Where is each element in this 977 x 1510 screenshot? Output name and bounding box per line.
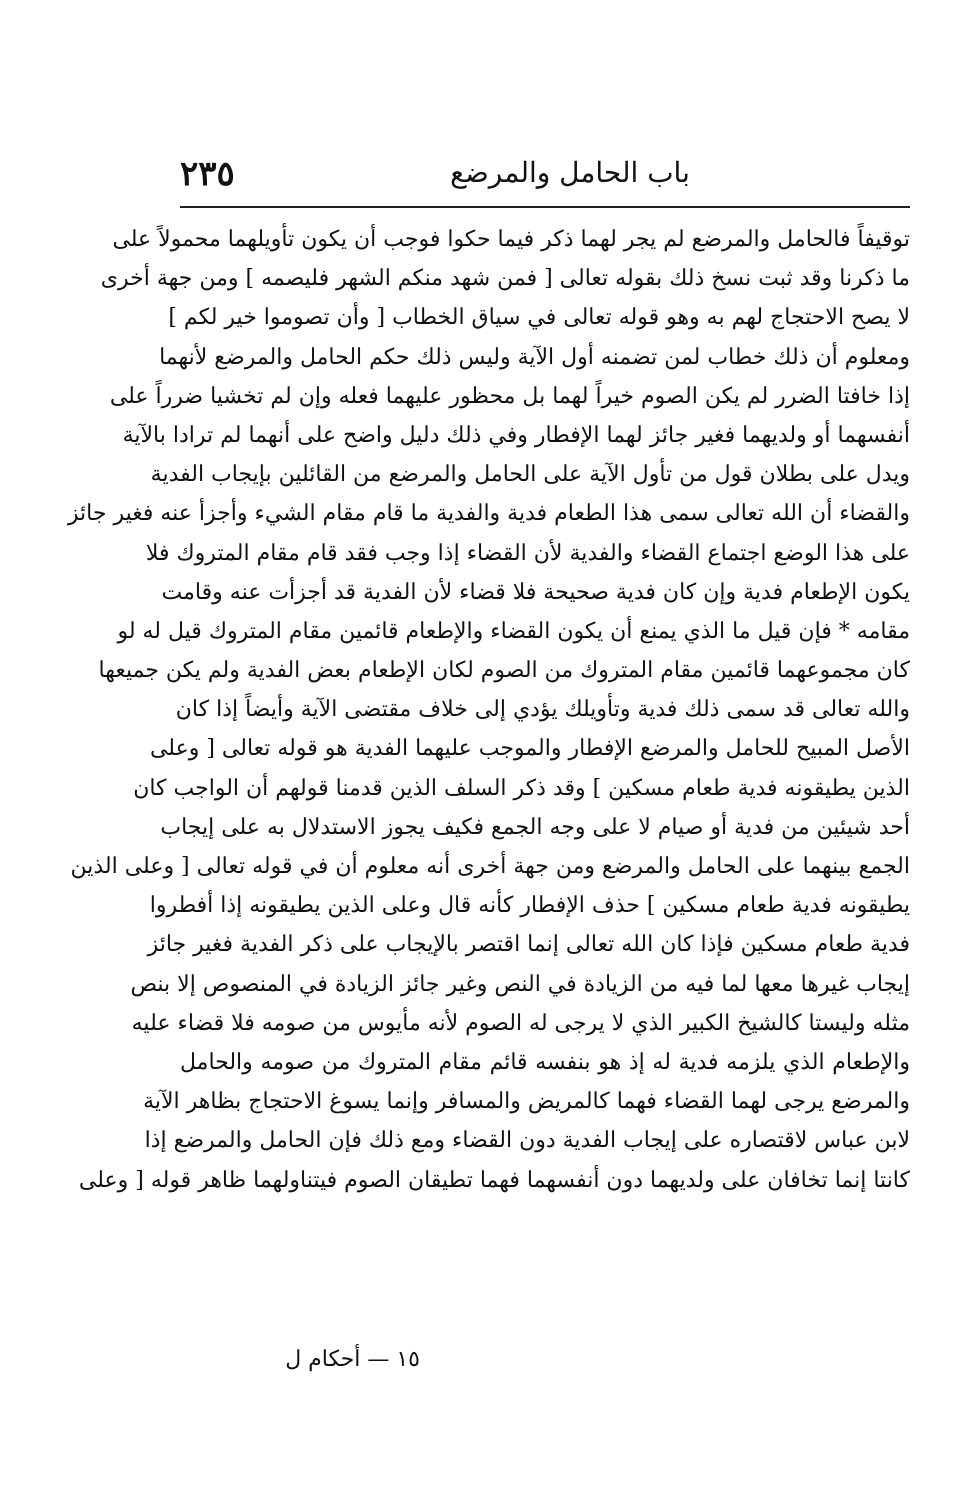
text-line: يكون الإطعام فدية وإن كان فدية صحيحة فلا قضاء لأن الفدية قد أجزأت عنه وقامت (161, 579, 910, 605)
page-header (180, 150, 910, 200)
text-line: ويدل على بطلان قول من تأول الآية على الحامل والمرضع من القائلين بإيجاب الفدية (150, 462, 910, 488)
text-line: ما ذكرنا وقد ثبت نسخ ذلك بقوله تعالى [ فمن شهد منكم الشهر فليصمه ] ومن جهة أخرى (100, 266, 910, 292)
printer-signature: ١٥ — أحكام ل (285, 1347, 420, 1372)
text-line: فدية طعام مسكين فإذا كان الله تعالى إنما اقتصر بالإيجاب على ذكر الفدية فغير جائز (147, 932, 910, 958)
text-line: يطيقونه فدية طعام مسكين ] حذف الإفطار كأنه قال وعلى الذين يطيقونه إذا أفطروا (149, 893, 910, 919)
text-line: كانتا إنما تخافان على ولديهما دون أنفسهما فهما تطيقان الصوم فيتناولهما ظاهر قوله [ وعلى (78, 1167, 910, 1193)
text-line: والقضاء أن الله تعالى سمى هذا الطعام فدية والفدية ما قام مقام الشيء وأجزأ عنه فغير جائز (67, 501, 910, 527)
chapter-title: باب الحامل والمرضع (450, 156, 690, 189)
text-line: مقامه * فإن قيل ما الذي يمنع أن يكون القضاء والإطعام قائمين مقام المتروك قيل له لو (117, 618, 910, 644)
text-line: الذين يطيقونه فدية طعام مسكين ] وقد ذكر السلف الذين قدمنا قولهم أن الواجب كان (133, 775, 910, 801)
text-line: كان مجموعهما قائمين مقام المتروك من الصوم لكان الإطعام بعض الفدية ولم يكن جميعها (98, 658, 910, 684)
body-text (67, 220, 910, 1200)
text-line: أنفسهما أو ولديهما فغير جائز لهما الإفطار وفي ذلك دليل واضح على أنهما لم ترادا بالآية (122, 422, 910, 448)
text-line: الجمع بينهما على الحامل والمرضع ومن جهة أخرى أنه معلوم أن في قوله تعالى [ وعلى الذين (70, 854, 910, 879)
text-line: الأصل المبيح للحامل والمرضع الإفطار والموجب عليهما الفدية هو قوله تعالى [ وعلى (149, 736, 910, 762)
page-number: ٢٣٥ (180, 154, 235, 194)
text-line: توقيفاً فالحامل والمرضع لم يجر لهما ذكر فيما حكوا فوجب أن يكون تأويلهما محمولاً على (112, 227, 910, 252)
text-line: إذا خافتا الضرر لم يكن الصوم خيراً لهما بل محظور عليهما فعله وإن لم تخشيا ضرراً على (109, 383, 910, 409)
text-line: لا يصح الاحتجاج لهم به وهو قوله تعالى في سياق الخطاب [ وأن تصوموا خير لكم ] (168, 305, 910, 331)
text-line: إيجاب غيرها معها لما فيه من الزيادة في النص وغير جائز الزيادة في المنصوص إلا بنص (130, 971, 910, 997)
text-line: لابن عباس لاقتصاره على إيجاب الفدية دون القضاء ومع ذلك فإن الحامل والمرضع إذا (144, 1128, 910, 1154)
text-line: على هذا الوضع اجتماع القضاء والفدية لأن القضاء إذا وجب فقد قام مقام المتروك فلا (145, 540, 910, 566)
text-line: والله تعالى قد سمى ذلك فدية وتأويلك يؤدي إلى خلاف مقتضى الآية وأيضاً إذا كان (175, 697, 910, 723)
text-line: مثله وليستا كالشيخ الكبير الذي لا يرجى له الصوم لأنه مأيوس من صومه فلا قضاء عليه (131, 1010, 910, 1036)
text-line: والمرضع يرجى لهما القضاء فهما كالمريض والمسافر وإنما يسوغ الاحتجاج بظاهر الآية (143, 1089, 910, 1115)
text-line: والإطعام الذي يلزمه فدية له إذ هو بنفسه قائم مقام المتروك من صومه والحامل (180, 1049, 910, 1075)
text-line: أحد شيئين من فدية أو صيام لا على وجه الجمع فكيف يجوز الاستدلال به على إيجاب (160, 814, 910, 840)
header-divider (180, 206, 910, 208)
page-footer (180, 1340, 430, 1380)
text-line: ومعلوم أن ذلك خطاب لمن تضمنه أول الآية وليس ذلك حكم الحامل والمرضع لأنهما (159, 344, 910, 370)
